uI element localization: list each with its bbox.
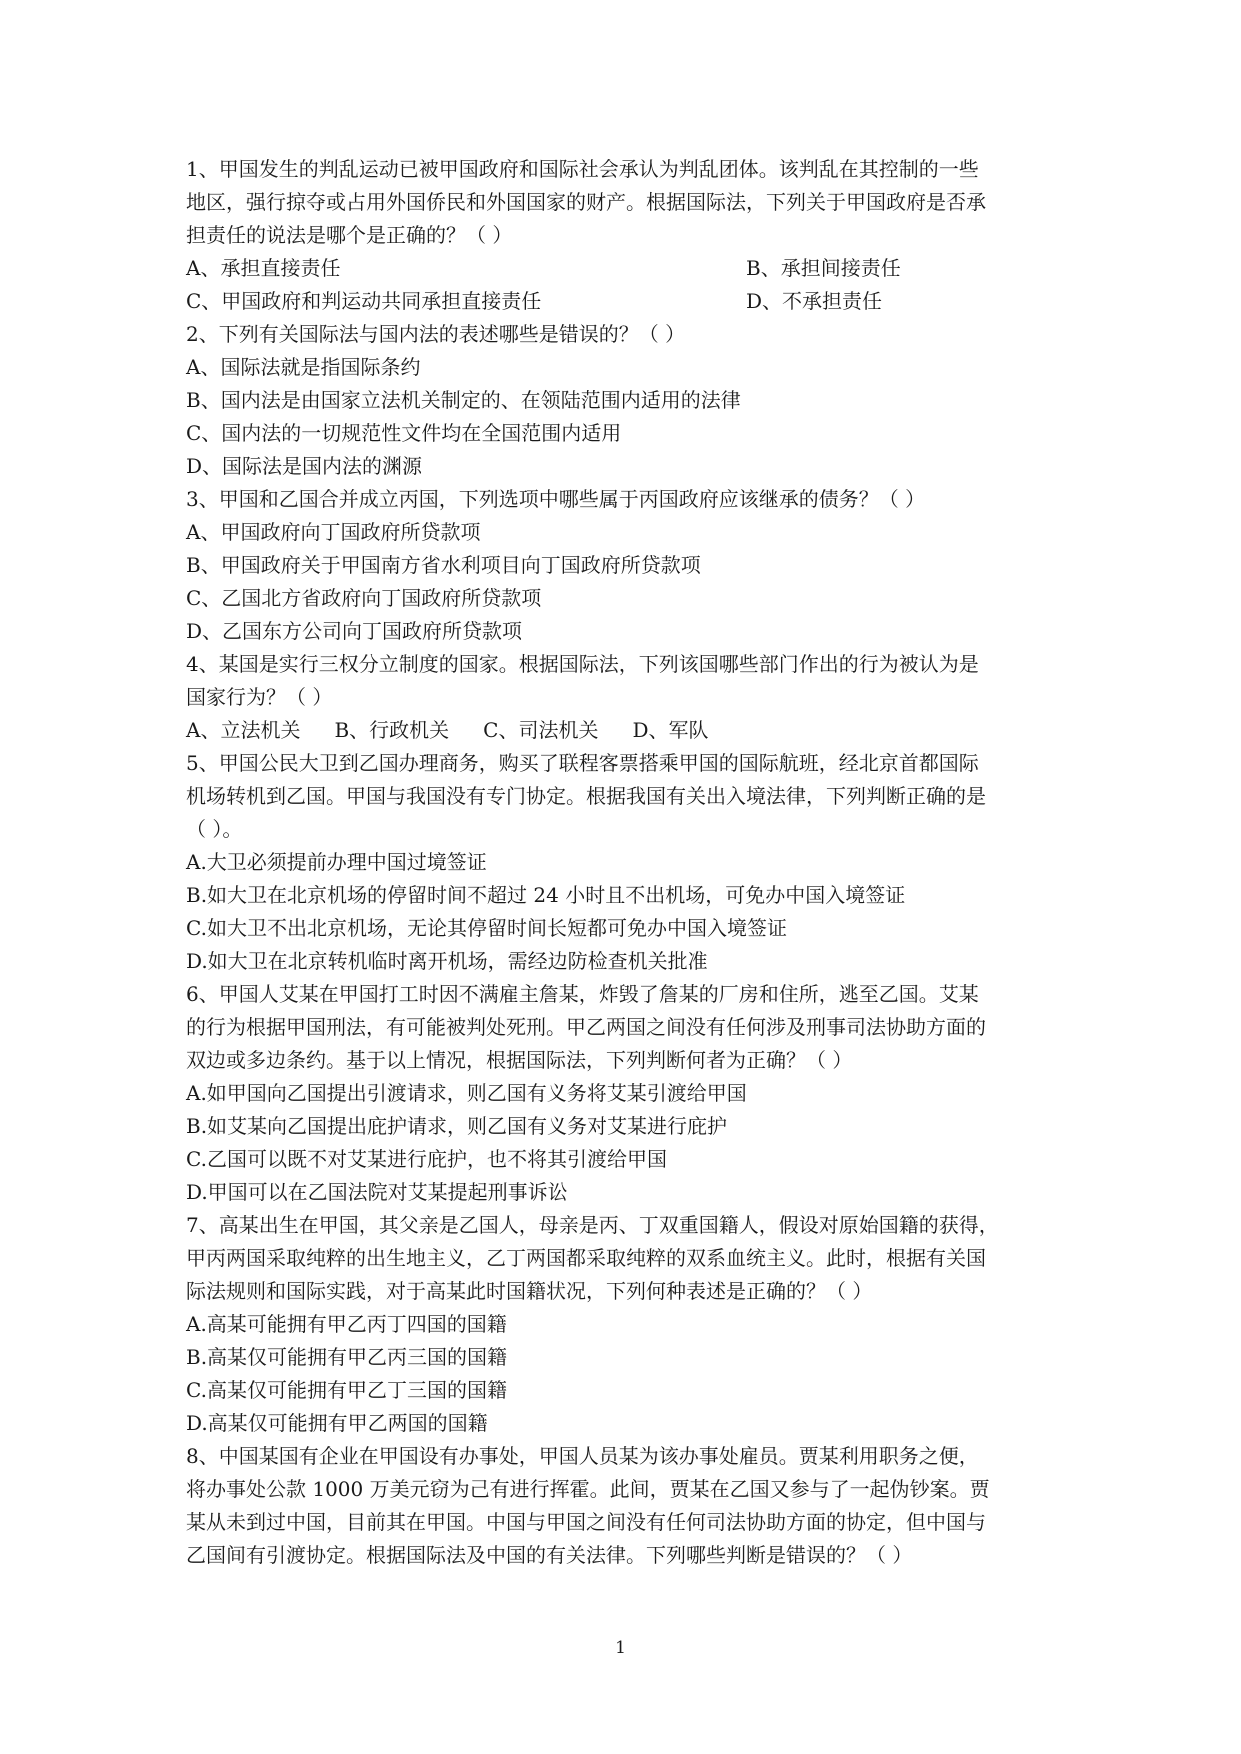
question-stem-line: 的行为根据甲国刑法，有可能被判处死刑。甲乙两国之间没有任何涉及刑事司法协助方面的 [186,1015,986,1039]
page-number: 1 [615,1638,626,1658]
question-stem-line: 甲丙两国采取纯粹的出生地主义，乙丁两国都采取纯粹的双系血统主义。此时，根据有关国 [186,1246,986,1270]
question-list [186,153,1056,1572]
option-b: B、行政机关 [334,718,450,742]
option-a: A.如甲国向乙国提出引渡请求，则乙国有义务将艾某引渡给甲国 [186,1081,747,1105]
question-stem-line: 3、甲国和乙国合并成立丙国，下列选项中哪些属于丙国政府应该继承的债务？（ ） [186,487,926,511]
option-d: D.如大卫在北京转机临时离开机场，需经边防检查机关批准 [186,949,708,973]
question-stem-line: 5、甲国公民大卫到乙国办理商务，购买了联程客票搭乘甲国的国际航班，经北京首都国际 [186,751,979,775]
question-3 [186,483,1056,648]
option-b: B.高某仅可能拥有甲乙丙三国的国籍 [186,1345,508,1369]
option-a: A、立法机关 [186,718,301,742]
question-8 [186,1440,1056,1572]
option-b: B、甲国政府关于甲国南方省水利项目向丁国政府所贷款项 [186,553,701,577]
question-stem-line: 8、中国某国有企业在甲国设有办事处，甲国人员某为该办事处雇员。贾某利用职务之便， [186,1444,979,1468]
question-stem-line: 乙国间有引渡协定。根据国际法及中国的有关法律。下列哪些判断是错误的？（ ） [186,1543,913,1567]
option-c: C、司法机关 [483,718,599,742]
question-stem-line: 将办事处公款 1000 万美元窃为己有进行挥霍。此间，贾某在乙国又参与了一起伪钞案。贾 [186,1477,990,1501]
option-b: B.如艾某向乙国提出庇护请求，则乙国有义务对艾某进行庇护 [186,1114,728,1138]
question-4 [186,648,1056,747]
question-6 [186,978,1056,1209]
question-5 [186,747,1056,978]
option-a: A、承担直接责任 [186,256,341,280]
question-stem-line: 机场转机到乙国。甲国与我国没有专门协定。根据我国有关出入境法律，下列判断正确的是 [186,784,986,808]
question-1 [186,153,1056,318]
question-stem-line: 2、下列有关国际法与国内法的表述哪些是错误的？（ ） [186,322,686,346]
question-stem-line: 7、高某出生在甲国，其父亲是乙国人，母亲是丙、丁双重国籍人，假设对原始国籍的获得， [186,1213,999,1237]
option-b: B、国内法是由国家立法机关制定的、在领陆范围内适用的法律 [186,388,741,412]
question-stem-line: 际法规则和国际实践，对于高某此时国籍状况，下列何种表述是正确的？（ ） [186,1279,873,1303]
question-stem-line: 国家行为？（ ） [186,685,333,709]
question-stem-line: （ ）。 [186,817,243,841]
option-row [186,285,1056,318]
option-d: D.高某仅可能拥有甲乙两国的国籍 [186,1411,488,1435]
question-stem-line: 某从未到过中国，目前其在甲国。中国与甲国之间没有任何司法协助方面的协定，但中国与 [186,1510,986,1534]
question-stem-line: 4、某国是实行三权分立制度的国家。根据国际法，下列该国哪些部门作出的行为被认为是 [186,652,979,676]
question-stem-line: 双边或多边条约。基于以上情况，根据国际法，下列判断何者为正确？（ ） [186,1048,853,1072]
option-a: A.高某可能拥有甲乙丙丁四国的国籍 [186,1312,507,1336]
option-row [186,252,1056,285]
option-a: A.大卫必须提前办理中国过境签证 [186,850,487,874]
option-c: C、国内法的一切规范性文件均在全国范围内适用 [186,421,622,445]
option-d: D、国际法是国内法的渊源 [186,454,423,478]
option-c: C、乙国北方省政府向丁国政府所贷款项 [186,586,542,610]
option-d: D.甲国可以在乙国法院对艾某提起刑事诉讼 [186,1180,568,1204]
option-row [186,714,1056,747]
option-a: A、国际法就是指国际条约 [186,355,421,379]
option-c: C、甲国政府和判运动共同承担直接责任 [186,289,542,313]
option-b: B.如大卫在北京机场的停留时间不超过 24 小时且不出机场，可免办中国入境签证 [186,883,906,907]
question-7 [186,1209,1056,1440]
option-b: B、承担间接责任 [746,256,901,280]
option-d: D、乙国东方公司向丁国政府所贷款项 [186,619,523,643]
option-a: A、甲国政府向丁国政府所贷款项 [186,520,481,544]
question-stem-line: 地区，强行掠夺或占用外国侨民和外国国家的财产。根据国际法，下列关于甲国政府是否承 [186,190,986,214]
question-2 [186,318,1056,483]
option-d: D、不承担责任 [746,289,883,313]
option-c: C.如大卫不出北京机场，无论其停留时间长短都可免办中国入境签证 [186,916,787,940]
question-stem-line: 1、甲国发生的判乱运动已被甲国政府和国际社会承认为判乱团体。该判乱在其控制的一些 [186,157,979,181]
option-d: D、军队 [632,718,709,742]
question-stem-line: 担责任的说法是哪个是正确的？（ ） [186,223,513,247]
option-c: C.乙国可以既不对艾某进行庇护，也不将其引渡给甲国 [186,1147,667,1171]
option-c: C.高某仅可能拥有甲乙丁三国的国籍 [186,1378,507,1402]
question-stem-line: 6、甲国人艾某在甲国打工时因不满雇主詹某，炸毁了詹某的厂房和住所，逃至乙国。艾某 [186,982,979,1006]
